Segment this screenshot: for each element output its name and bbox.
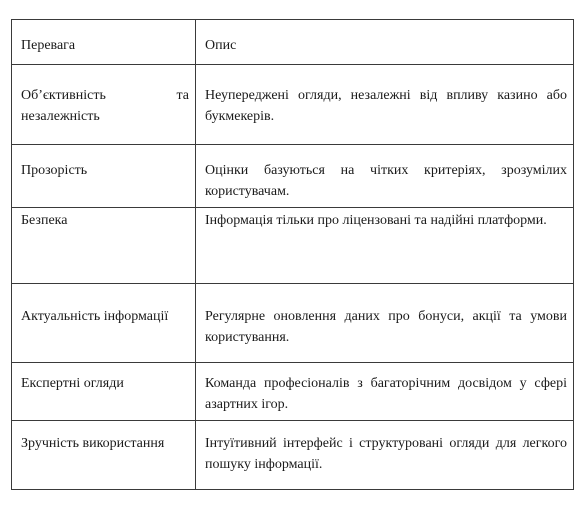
advantage-cell: Експертні огляди	[12, 363, 196, 421]
header-description: Опис	[196, 20, 574, 65]
description-cell: Інформація тільки про ліцензовані та надійні платформи.	[196, 208, 574, 284]
advantage-cell: Актуальність інформації	[12, 284, 196, 363]
description-cell: Команда професіоналів з багаторічним досвідом у сфері азартних ігор.	[196, 363, 574, 421]
table-row	[12, 284, 574, 363]
advantage-cell: Прозорість	[12, 145, 196, 208]
table-row	[12, 208, 574, 284]
description-cell: Регулярне оновлення даних про бонуси, акції та умови користування.	[196, 284, 574, 363]
advantage-cell: Об’єктивність та незалежність	[12, 65, 196, 145]
header-advantage: Перевага	[12, 20, 196, 65]
table-row	[12, 145, 574, 208]
advantage-cell: Безпека	[12, 208, 196, 284]
table-row	[12, 363, 574, 421]
description-cell: Інтуїтивний інтерфейс і структуровані огляди для легкого пошуку інформації.	[196, 421, 574, 490]
table-header-row	[12, 20, 574, 65]
description-cell: Неупереджені огляди, незалежні від впливу казино або букмекерів.	[196, 65, 574, 145]
table-row	[12, 65, 574, 145]
description-cell: Оцінки базуються на чітких критеріях, зрозумілих користувачам.	[196, 145, 574, 208]
advantages-table	[11, 19, 574, 490]
table-row	[12, 421, 574, 490]
advantage-cell: Зручність використання	[12, 421, 196, 490]
